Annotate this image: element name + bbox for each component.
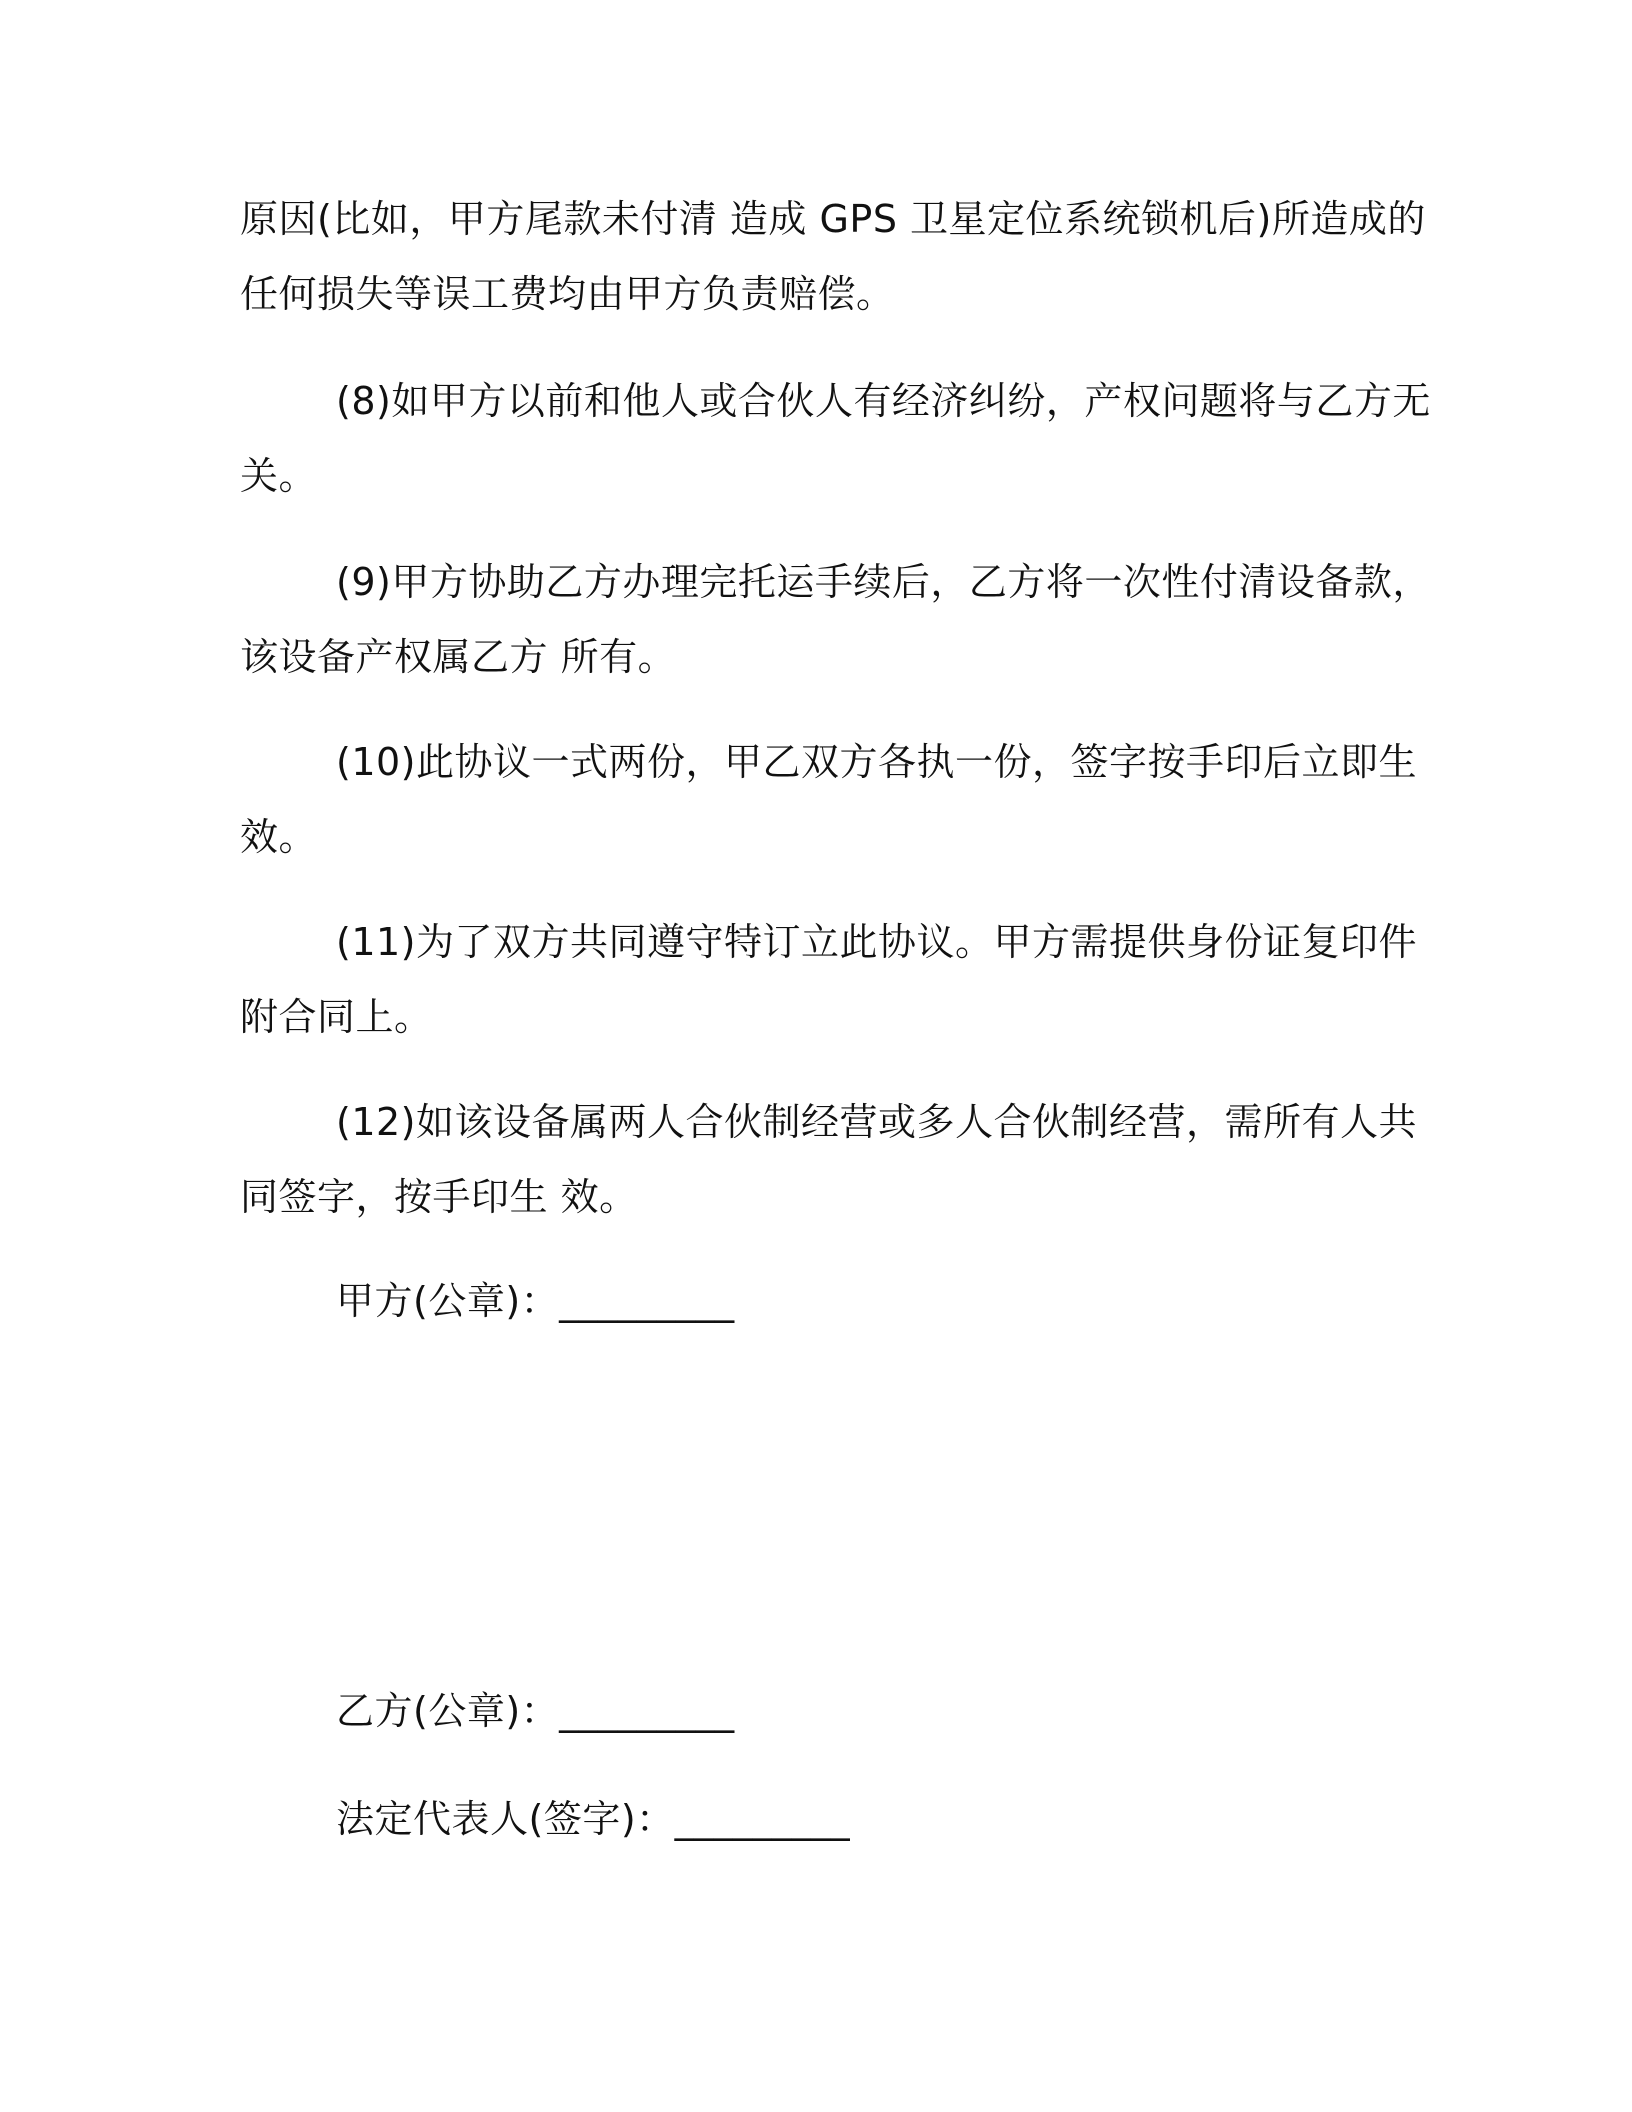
paragraph-8-line-1: (8)如甲方以前和他人或合伙人有经济纠纷，产权问题将与乙方无 (336, 379, 1431, 423)
paragraph-11-line-1: (11)为了双方共同遵守特订立此协议。甲方需提供身份证复印件 (336, 920, 1418, 964)
paragraph-8-line-2: 关。 (240, 454, 318, 498)
paragraph-9-line-1: (9)甲方协助乙方办理完托运手续后，乙方将一次性付清设备款， (336, 560, 1431, 604)
paragraph-9-line-2: 该设备产权属乙方 所有。 (240, 635, 677, 679)
paragraph-12-line-2: 同签字，按手印生 效。 (240, 1175, 638, 1219)
paragraph-12-line-1: (12)如该设备属两人合伙制经营或多人合伙制经营，需所有人共 (336, 1100, 1418, 1144)
legal-representative-signature-line: 法定代表人(签字)：_________ (336, 1797, 851, 1841)
paragraph-7-line-2: 任何损失等误工费均由甲方负责赔偿。 (240, 272, 895, 316)
paragraph-10-line-1: (10)此协议一式两份，甲乙双方各执一份，签字按手印后立即生 (336, 740, 1418, 784)
party-a-seal-line: 甲方(公章)：_________ (336, 1279, 735, 1323)
party-b-seal-line: 乙方(公章)：_________ (336, 1689, 735, 1733)
paragraph-7-line-1: 原因(比如，甲方尾款未付清 造成 GPS 卫星定位系统锁机后)所造成的 (240, 197, 1426, 241)
paragraph-11-line-2: 附合同上。 (240, 995, 433, 1039)
paragraph-10-line-2: 效。 (240, 815, 318, 859)
